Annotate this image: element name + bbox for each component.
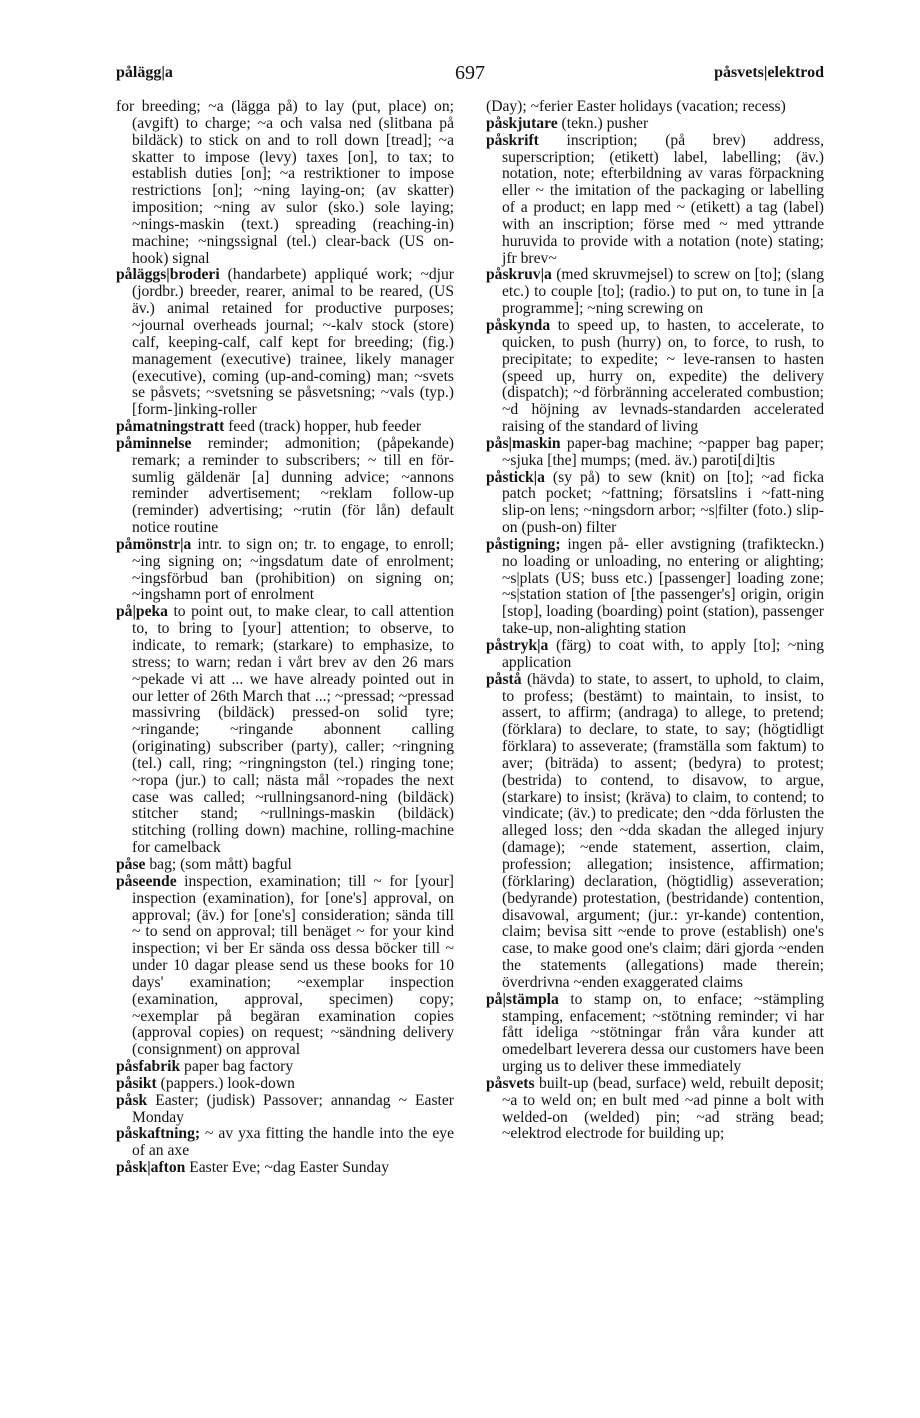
entry-headword: påmatningstratt <box>116 418 225 436</box>
dictionary-entry <box>116 1059 454 1076</box>
left-guide-word: pålägg|a <box>116 64 173 81</box>
entry-headword: påstick|a <box>486 468 545 486</box>
entry-headword: på|peka <box>116 603 168 621</box>
dictionary-entry <box>116 874 454 1059</box>
dictionary-entry <box>486 537 824 638</box>
dictionary-entry <box>116 604 454 857</box>
dictionary-entry <box>116 419 454 436</box>
dictionary-entry <box>116 857 454 874</box>
entry-definition: (pappers.) look-down <box>156 1074 295 1092</box>
dictionary-entry <box>116 99 454 267</box>
entry-definition: (med skruvmejsel) to screw on [to]; (slang etc.) to couple [to]; (radio.) to put on, to tune in [a programme]; ~ning screwing on <box>502 266 824 318</box>
entry-headword: på|stämpla <box>486 990 559 1008</box>
entry-headword: påskrift <box>486 131 539 149</box>
entry-definition: (handarbete) appliqué work; ~djur (jordbr.) breeder, rearer, animal to be reared, (US äv.) animal retained for productive purposes; ~journal overheads journal; ~-kalv stock (store) calf, keeping-calf, calf kept for breeding; (fig.) management (executive) trainee, likely manager (executive), coming (up-and-coming) man; ~svets se påsvets; ~svetsning se påsvetsning; ~vals (typ.) [form-]inking-roller <box>132 266 454 419</box>
dictionary-entry <box>486 638 824 672</box>
entry-definition: bag; (som mått) bagful <box>145 855 292 873</box>
right-guide-word: påsvets|elektrod <box>714 64 824 81</box>
entry-headword: påsk|afton <box>116 1159 186 1177</box>
dictionary-entry <box>486 267 824 318</box>
left-column <box>116 99 454 1177</box>
dictionary-entry <box>486 436 824 470</box>
entry-definition: intr. to sign on; tr. to engage, to enroll; ~ing signing on; ~ingsdatum date of enrolment; ~ingsförbud ban (prohibition) on signing on; ~ingshamn port of enrolment <box>132 535 454 604</box>
right-column <box>486 99 824 1143</box>
dictionary-entry <box>486 318 824 436</box>
page-header <box>116 62 824 86</box>
entry-definition: to stamp on, to enface; ~stämpling stamping, enfacement; ~stötning reminder; vi har fått ideliga ~stötningar från våra kunder att omedelbart leverera dessa our customers have been urging us to deliver these immediately <box>502 990 824 1076</box>
dictionary-entry <box>486 116 824 133</box>
entry-headword: påläggs|broderi <box>116 266 220 284</box>
dictionary-entry <box>116 1076 454 1093</box>
entry-definition: inspection, examination; till ~ for [your] inspection (examination), for [one's] approval, on approval; (äv.) for [one's] consideration; sända till ~ to send on approval; till benäget ~ for your kind inspection; vi ber Er sända oss dessa böcker till ~ under 10 dagar please send us these books for 10 days' examination; ~exemplar inspection (examination, approval, specimen) copy; ~exemplar på begäran examination copies (approval copies) on request; ~sändning delivery (consignment) on approval <box>132 872 454 1059</box>
entry-definition: ~ av yxa fitting the handle into the eye of an axe <box>132 1125 454 1160</box>
dictionary-entry <box>486 992 824 1076</box>
entry-headword: påse <box>116 855 146 873</box>
dictionary-entry <box>486 99 824 116</box>
entry-definition: reminder; admonition; (påpekande) remark; a reminder to subscribers; ~ till en för-sumlig gäldenär [a] dunning advice; ~annons reminder advertisement; ~reklam follow-up (reminder) advertising; ~rutin (för lån) default notice routine <box>132 434 454 537</box>
entry-headword: pås|maskin <box>486 434 561 452</box>
entry-headword: påskruv|a <box>486 266 552 284</box>
page-number: 697 <box>455 62 485 84</box>
entry-definition: paper-bag machine; ~papper bag paper; ~sjuka [the] mumps; (med. äv.) paroti[di]tis <box>502 434 824 469</box>
entry-definition: for breeding; ~a (lägga på) to lay (put, place) on; (avgift) to charge; ~a och valsa ned (slitbana på bildäck) to stick on and to roll down [tread]; ~a skatter to impose (levy) taxes [on], to tax; to establish duties [on]; ~a restriktioner to impose restrictions [on]; ~ning laying-on; (av skatter) imposition; ~ning av sulor (sko.) sole laying; ~nings-maskin (text.) spreading (reaching-in) machine; ~ningssignal (tel.) clear-back (US on-hook) signal <box>116 98 454 267</box>
entry-definition: (tekn.) pusher <box>557 114 649 132</box>
dictionary-entry <box>116 1160 454 1177</box>
entry-definition: to point out, to make clear, to call attention to, to bring to [your] attention; to observe, to indicate, to remark; (starkare) to emphasize, to stress; to warn; redan i vårt brev av den 26 mars ~pekade vi att ... we have already pointed out in our letter of 26th March that ...; ~pressad; ~pressad massivring (bildäck) pressed-on solid tyre; ~ringande; ~ringande abonnent calling (originating) subscriber (party), caller; ~ringning (tel.) call, ring; ~ringningston (tel.) ringing tone; ~ropa (jur.) to call; nästa mål ~ropades the next case was called; ~rullningsanord-ning (bildäck) stitcher stand; ~rullnings-maskin (bildäck) stitching (rolling down) machine, rolling-machine for camelback <box>132 603 454 857</box>
entry-headword: påminnelse <box>116 434 192 452</box>
dictionary-entry <box>116 537 454 604</box>
entry-headword: påsfabrik <box>116 1058 181 1076</box>
dictionary-entry <box>116 267 454 419</box>
entry-headword: påseende <box>116 872 177 890</box>
entry-definition: inscription; (på brev) address, superscription; (etikett) label, labelling; (äv.) notation, note; efterbildning av varas förpackning eller ~ the imitation of the packaging or labelling of a product; en lapp med ~ (etikett) a tag (label) with an inscription; förse med ~ med yttrande huruvida to provide with a notation (note) stating; jfr brev~ <box>502 131 824 267</box>
dictionary-entry <box>486 470 824 537</box>
dictionary-entry <box>486 672 824 992</box>
entry-headword: påmönstr|a <box>116 535 192 553</box>
entry-definition: (färg) to coat with, to apply [to]; ~ning application <box>502 637 824 671</box>
entry-definition: to speed up, to hasten, to accelerate, to quicken, to push (hurry) on, to force, to rush, to precipitate; to expedite; ~ leve-ransen to hasten (speed up, hurry on, expedite) the delivery (dispatch); ~d förbränning accelerated combustion; ~d höjning av levnads-standarden accelerated raising of the standard of living <box>502 316 824 436</box>
entry-definition: (sy på) to sew (knit) on [to]; ~ad ficka patch pocket; ~fattning; försatslins i ~fatt-ning slip-on lens; ~ningsdorn arbor; ~s|filter (foto.) slip-on (push-on) filter <box>502 468 824 537</box>
entry-definition: ingen på- eller avstigning (trafikteckn.) no loading or unloading, no entering or alighting; ~s|plats (US; buss etc.) [passenger] loading zone; ~s|station station of [the passenger's] origin, origin [stop], loading (boarding) point (station), passenger take-up, non-alighting station <box>502 535 824 638</box>
entry-headword: påsk <box>116 1091 148 1109</box>
dictionary-entry <box>116 1126 454 1160</box>
entry-headword: påskjutare <box>486 114 558 132</box>
entry-definition: (Day); ~ferier Easter holidays (vacation; recess) <box>486 98 786 115</box>
entry-headword: påsikt <box>116 1074 157 1092</box>
entry-definition: built-up (bead, surface) weld, rebuilt deposit; ~a to weld on; en bult med ~ad pinne a bolt with welded-on (welded) pin; ~ad sträng bead; ~elektrod electrode for building up; <box>502 1074 824 1143</box>
entry-headword: påstryk|a <box>486 637 549 654</box>
dictionary-entry <box>486 1076 824 1143</box>
entry-definition: Easter Eve; ~dag Easter Sunday <box>185 1159 390 1177</box>
entry-definition: (hävda) to state, to assert, to uphold, to claim, to profess; (bestämt) to maintain, to insist, to assert, to affirm; (andraga) to allege, to pretend; (förklara) to declare, to state, to say; (högtidligt förklara) to asseverate; (framställa som faktum) to aver; (biträda) to assent; (bedyra) to protest; (bestrida) to contend, to disavow, to argue, (starkare) to insist; (kräva) to claim, to contend; to vindicate; (äv.) to predicate; den ~dda förlusten the alleged loss; den ~dda skadan the alleged injury (damage); ~ende statement, assertion, claim, profession; allegation; insistence, affirmation; (förklaring) declaration, (högtidlig) asseveration; (bedyrande) protestation, (bestridande) contention, disavowal, argument; (jur.: yr-kande) contention, claim; bevisa sitt ~ende to prove (establish) one's case, to make good one's claim; däri gjorda ~enden the statements (allegations) made therein; överdrivna ~enden exaggerated claims <box>502 670 824 991</box>
entry-headword: påstigning; <box>486 535 561 553</box>
entry-definition: feed (track) hopper, hub feeder <box>224 418 422 436</box>
entry-headword: påskaftning; <box>116 1125 201 1143</box>
entry-headword: påstå <box>486 670 522 688</box>
dictionary-entry <box>116 436 454 537</box>
dictionary-entry <box>486 133 824 268</box>
entry-definition: paper bag factory <box>180 1058 294 1076</box>
entry-definition: Easter; (judisk) Passover; annandag ~ Easter Monday <box>132 1091 454 1126</box>
entry-headword: påskynda <box>486 316 551 334</box>
entry-headword: påsvets <box>486 1074 535 1092</box>
dictionary-entry <box>116 1093 454 1127</box>
